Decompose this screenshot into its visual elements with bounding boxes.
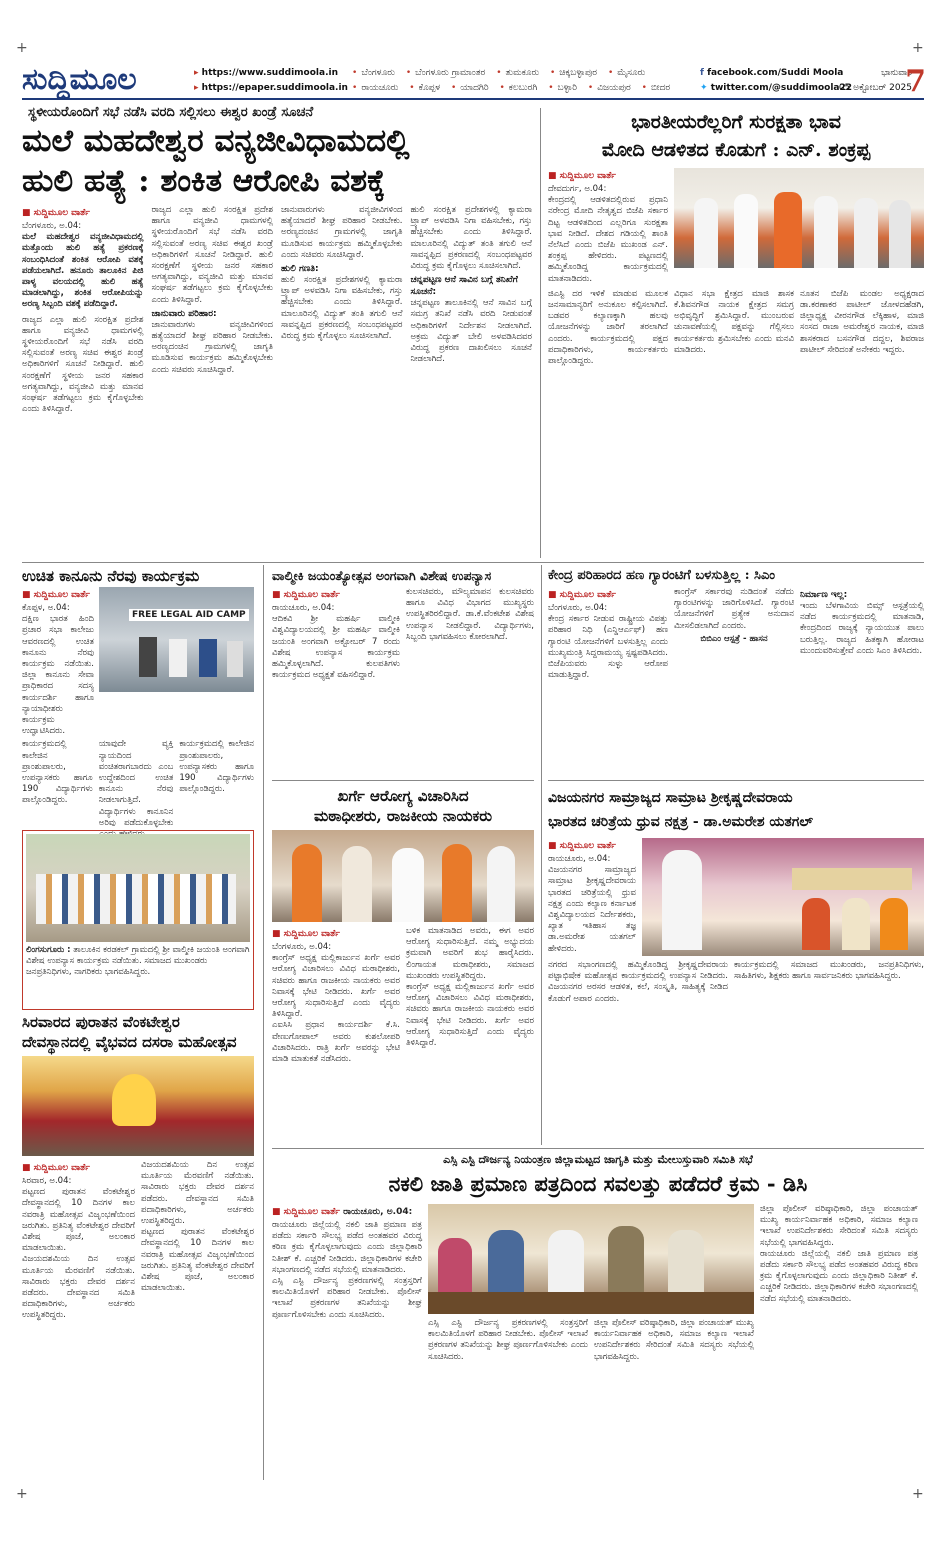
article-kicker: ಸ್ಥಳೀಯರೊಂದಿಗೆ ಸಭೆ ನಡೆಸಿ ವರದಿ ಸಲ್ಲಿಸಲು ಈಶ್ವರ ಖಂಡ್ರೆ ಸೂಚನೆ [28,105,314,120]
column-rule [541,565,542,1145]
city-edition: • ಬೀದರ [641,83,671,93]
article-headline: ಖರ್ಗೆ ಆರೋಗ್ಯ ವಿಚಾರಿಸಿದ [337,787,469,805]
dateline: ದೇವದುರ್ಗ, ಅ.04: [548,184,607,194]
city-edition: • ಮೈಸೂರು [607,68,646,78]
article-body: ಆದಿಕವಿ ಶ್ರೀ ಮಹರ್ಷಿ ವಾಲ್ಮೀಕಿ ವಿಶ್ವವಿದ್ಯಾಲಯದಲ್ಲಿ ಶ್ರೀ ಮಹರ್ಷಿ ವಾಲ್ಮೀಕಿ ಜಯಂತಿ ಅಂಗವಾಗಿ ಅಕ್ಟೋಬರ್ 7 ರಂದು ವಿಶೇಷ ಉಪನ್ಯಾಸ ಕಾರ್ಯಕ್ರಮ ಹಮ್ಮಿಕೊಳ್ಳಲಾಗಿದೆ. ಕುಲಪತಿಗಳು ಕಾರ್ಯಕ್ರಮದ ಅಧ್ಯಕ್ಷತೆ ವಹಿಸಲಿದ್ದಾರೆ. [272,614,400,681]
photo-credit: ಬಿಬಿಎಂ ಆಸ್ಪತ್ರೆ - ಹಾಸನ [700,633,768,644]
article-body: ಪಟ್ಟಣದ ಪುರಾತನ ವೆಂಕಟೇಶ್ವರ ದೇವಸ್ಥಾನದಲ್ಲಿ 10 ದಿನಗಳ ಕಾಲ ನವರಾತ್ರಿ ಮಹೋತ್ಸವ ವಿಜೃಂಭಣೆಯಿಂದ ಜರುಗಿತು. ಪ್ರತಿನಿತ್ಯ ವೆಂಕಟೇಶ್ವರ ದೇವರಿಗೆ ವಿಶೇಷ ಪೂಜೆ, ಅಲಂಕಾರ ಮಾಡಲಾಯಿತು. [22,1187,135,1254]
article-body: ಜಿಲ್ಲಾ ಪೊಲೀಸ್ ವರಿಷ್ಠಾಧಿಕಾರಿ, ಜಿಲ್ಲಾ ಪಂಚಾಯತ್ ಮುಖ್ಯ ಕಾರ್ಯನಿರ್ವಾಹಕ ಅಧಿಕಾರಿ, ಸಮಾಜ ಕಲ್ಯಾಣ ಇಲಾಖೆ ಉಪನಿರ್ದೇಶಕರು ಸೇರಿದಂತೆ ಸಮಿತಿ ಸದಸ್ಯರು ಸಭೆಯಲ್ಲಿ ಭಾಗವಹಿಸಿದ್ದರು. [760,1204,918,1248]
article-body: ರಾಯಚೂರು ಜಿಲ್ಲೆಯಲ್ಲಿ ನಕಲಿ ಜಾತಿ ಪ್ರಮಾಣ ಪತ್ರ ಪಡೆದು ಸರ್ಕಾರಿ ಸೌಲಭ್ಯ ಪಡೆದ ಅಂತಹವರ ವಿರುದ್ಧ ಕಠಿಣ ಕ್ರಮ ಕೈಗೊಳ್ಳಲಾಗುವುದು ಎಂದು ಜಿಲ್ಲಾಧಿಕಾರಿ ನಿತೀಶ್ ಕೆ. ಎಚ್ಚರಿಕೆ ನೀಡಿದರು. ಜಿಲ್ಲಾಧಿಕಾರಿಗಳ ಕಚೇರಿ ಸಭಾಂಗಣದಲ್ಲಿ ನಡೆದ ಸಭೆಯಲ್ಲಿ ಮಾತನಾಡಿದರು. [272,1220,422,1275]
article-body: ರಾಯಚೂರು ಜಿಲ್ಲೆಯಲ್ಲಿ ನಕಲಿ ಜಾತಿ ಪ್ರಮಾಣ ಪತ್ರ ಪಡೆದು ಸರ್ಕಾರಿ ಸೌಲಭ್ಯ ಪಡೆದ ಅಂತಹವರ ವಿರುದ್ಧ ಕಠಿಣ ಕ್ರಮ ಕೈಗೊಳ್ಳಲಾಗುವುದು ಎಂದು ಜಿಲ್ಲಾಧಿಕಾರಿ ನಿತೀಶ್ ಕೆ. ಎಚ್ಚರಿಕೆ ನೀಡಿದರು. ಜಿಲ್ಲಾಧಿಕಾರಿಗಳ ಕಚೇರಿ ಸಭಾಂಗಣದಲ್ಲಿ ನಡೆದ ಸಭೆಯಲ್ಲಿ ಮಾತನಾಡಿದರು. [760,1248,918,1304]
section-rule [272,780,534,781]
issue-date [817,66,912,96]
city-edition: • ಬೆಂಗಳೂರು ಗ್ರಾಮಾಂತರ [405,68,486,78]
article-kicker: ಎಸ್ಸಿ ಎಸ್ಟಿ ದೌರ್ಜನ್ಯ ನಿಯಂತ್ರಣ ಜಿಲ್ಲಾಮಟ್ಟದ ಜಾಗೃತಿ ಮತ್ತು ಮೇಲುಸ್ತುವಾರಿ ಸಮಿತಿ ಸಭೆ [443,1153,753,1166]
news-photo [99,587,254,692]
news-photo [26,834,250,942]
article-modi [548,108,924,558]
byline: ■ ಸುದ್ದಿಮೂಲ ವಾರ್ತೆ [548,841,616,851]
city-edition: • ಚಿಕ್ಕಬಳ್ಳಾಪುರ [549,68,598,78]
article-headline: ಮಠಾಧೀಶರು, ರಾಜಕೀಯ ನಾಯಕರು [314,807,492,825]
dateline: ಬೆಂಗಳೂರು, ಅ.04: [22,221,82,231]
article-body: ಎಸ್ಸಿ ಎಸ್ಟಿ ದೌರ್ಜನ್ಯ ಪ್ರಕರಣಗಳಲ್ಲಿ ಸಂತ್ರಸ್ತರಿಗೆ ಕಾಲಮಿತಿಯೊಳಗೆ ಪರಿಹಾರ ನೀಡಬೇಕು. ಪೊಲೀಸ್ ಇಲಾಖೆ ಪ್ರಕರಣಗಳ ತನಿಖೆಯನ್ನು ಶೀಘ್ರ ಪೂರ್ಣಗೊಳಿಸಬೇಕು ಎಂದು ಸೂಚಿಸಿದರು. [428,1318,588,1362]
section-rule [548,780,924,781]
article-body: ಎಐಸಿಸಿ ಪ್ರಧಾನ ಕಾರ್ಯದರ್ಶಿ ಕೆ.ಸಿ. ವೇಣುಗೋಪಾಲ್ ಅವರು ಕುಶಲೋಪರಿ ವಿಚಾರಿಸಿದರು. ರಾತ್ರಿ ಖರ್ಗೆ ಅವರನ್ನು ಭೇಟಿ ಮಾಡಿ ಮಾತುಕತೆ ನಡೆಸಿದರು. [272,1020,400,1065]
page-number: 7 [905,64,926,99]
article-body: ರಾಜ್ಯದ ಎಲ್ಲಾ ಹುಲಿ ಸಂರಕ್ಷಿತ ಪ್ರದೇಶ ಹಾಗೂ ವನ್ಯಜೀವಿ ಧಾಮಗಳಲ್ಲಿ ಸ್ಥಳೀಯರೊಂದಿಗೆ ಸಭೆ ನಡೆಸಿ ವರದಿ ಸಲ್ಲಿಸುವಂತೆ ಅರಣ್ಯ ಸಚಿವ ಈಶ್ವರ ಖಂಡ್ರೆ ಅಧಿಕಾರಿಗಳಿಗೆ ಸೂಚನೆ ನೀಡಿದ್ದಾರೆ. ಹುಲಿ ಸಂರಕ್ಷಣೆಗೆ ಸ್ಥಳೀಯ ಜನರ ಸಹಕಾರ ಅಗತ್ಯವಾಗಿದ್ದು, ವನ್ಯಜೀವಿ ಮತ್ತು ಮಾನವ ಸಂಘರ್ಷ ತಡೆಗಟ್ಟಲು ಕ್ರಮ ಕೈಗೊಳ್ಳಬೇಕು ಎಂದು ತಿಳಿಸಿದ್ದಾರೆ. [22,314,144,415]
section-rule [22,562,924,563]
article-headline: ಉಚಿತ ಕಾನೂನು ನೆರವು ಕಾರ್ಯಕ್ರಮ [22,567,200,585]
article-body: ಕಾಂಗ್ರೆಸ್ ಅಧ್ಯಕ್ಷ ಮಲ್ಲಿಕಾರ್ಜುನ ಖರ್ಗೆ ಅವರ ಆರೋಗ್ಯ ವಿಚಾರಿಸಲು ವಿವಿಧ ಮಠಾಧೀಶರು, ಸಚಿವರು ಹಾಗೂ ರಾಜಕೀಯ ನಾಯಕರು ಅವರ ನಿವಾಸಕ್ಕೆ ಭೇಟಿ ನೀಡಿದರು. ಖರ್ಗೆ ಅವರ ಆರೋಗ್ಯ ಸುಧಾರಿಸುತ್ತಿದೆ ಎಂದು ವೈದ್ಯರು ತಿಳಿಸಿದ್ದಾರೆ. [272,953,400,1020]
article-body: ಜಾನುವಾರುಗಳು ವನ್ಯಜೀವಿಗಳಿಂದ ಹತ್ಯೆಯಾದರೆ ಶೀಘ್ರ ಪರಿಹಾರ ನೀಡಬೇಕು. ಅರಣ್ಯದಂಚಿನ ಗ್ರಾಮಗಳಲ್ಲಿ ಜಾಗೃತಿ ಮೂಡಿಸುವ ಕಾರ್ಯಕ್ರಮ ಹಮ್ಮಿಕೊಳ್ಳಬೇಕು ಎಂದು ಸಚಿವರು ಸೂಚಿಸಿದ್ದಾರೆ. [151,319,273,375]
news-photo [272,830,534,922]
article-body: ಯಾವುದೇ ವ್ಯಕ್ತಿ ನ್ಯಾಯದಿಂದ ವಂಚಿತರಾಗಬಾರದು ಎಂಬ ಉದ್ದೇಶದಿಂದ ಉಚಿತ ಕಾನೂನು ನೆರವು ನೀಡಲಾಗುತ್ತಿದೆ. ವಿದ್ಯಾರ್ಥಿಗಳು ಕಾನೂನಿನ ಅರಿವು ಪಡೆದುಕೊಳ್ಳಬೇಕು [98,739,174,828]
city-edition: • ರಾಯಚೂರು [352,83,399,93]
article-headline: ಮಲೆ ಮಹದೇಶ್ವರ ವನ್ಯಜೀವಿಧಾಮದಲ್ಲಿ [22,123,410,159]
byline: ■ ಸುದ್ದಿಮೂಲ ವಾರ್ತೆ [22,208,90,218]
city-editions [352,66,692,96]
article-body: ಹುಲಿ ಸಂರಕ್ಷಿತ ಪ್ರದೇಶಗಳಲ್ಲಿ ಕ್ಯಾಮರಾ ಟ್ರ್ಯಾಪ್ ಅಳವಡಿಸಿ ನಿಗಾ ವಹಿಸಬೇಕು, ಗಸ್ತು ಹೆಚ್ಚಿಸಬೇಕು ಎಂದು ತಿಳಿಸಿದ್ದಾರೆ. ಮಾಲೂರಿನಲ್ಲಿ ವಿದ್ಯುತ್ ತಂತಿ ತಗುಲಿ ಆನೆ ಸಾವನ್ನಪ್ಪಿದ ಪ್ರಕರಣದಲ್ಲಿ ಸಂಬಂಧಪಟ್ಟವರ ವಿರುದ್ಧ ಕ್ರಮ ಕೈಗೊಳ್ಳಲು ಸೂಚಿಸಲಾಗಿದೆ. [410,205,532,272]
article-body: ನೂತನ ಬಿಜೆಪಿ ಮಂಡಲ ಅಧ್ಯಕ್ಷರಾದ ಡಾ.ಕರಣಾಕರ ಪಾಟೀಲ್ ಜೋಳದಹೆಡಗಿ, ಜಿಲ್ಲಾಧ್ಯಕ್ಷ ವೀರನಗೌಡ ಲೆಕ್ಕಿಹಾಳ, ಮಾಜಿ ಸಂಸದ ರಾಜಾ ಅಮರೇಶ್ವರ ನಾಯಕ, ಮಾಜಿ ಶಾಸಕರಾದ ಬಸನಗೌಡ ದದ್ದಲ, ಶಿವರಾಜ ಪಾಟೀಲ್ ಸೇರಿದಂತೆ ಅನೇಕರು ಇದ್ದರು. [800,288,924,355]
article-headline: ಭಾರತೀಯರೆಲ್ಲರಿಗೆ ಸುರಕ್ಷತಾ ಭಾವ [631,111,841,133]
article-subhead: ಜಾನುವಾರು ಪರಿಹಾರ: [151,308,217,319]
article-body: ಕೇಂದ್ರ ಸರ್ಕಾರ ನೀಡುವ ರಾಷ್ಟ್ರೀಯ ವಿಪತ್ತು ಪರಿಹಾರ ನಿಧಿ (ಎನ್ಡಿಆರ್ಎಫ್) ಹಣ ಗ್ಯಾರಂಟಿ ಯೋಜನೆಗಳಿಗೆ ಬಳಸುತ್ತಿಲ್ಲ ಎಂದು ಮುಖ್ಯಮಂತ್ರಿ ಸಿದ್ದರಾಮಯ್ಯ ಸ್ಪಷ್ಟಪಡಿಸಿದರು. ಬಿಜೆಪಿಯವರು ಸುಳ್ಳು ಆರೋಪ ಮಾಡುತ್ತಿದ್ದಾರೆ. [548,614,668,681]
article-headline: ವಾಲ್ಮೀಕಿ ಜಯಂತ್ಯೋತ್ಸವ ಅಂಗವಾಗಿ ವಿಶೇಷ ಉಪನ್ಯಾಸ [272,568,492,583]
byline: ■ ಸುದ್ದಿಮೂಲ ವಾರ್ತೆ [548,171,616,181]
article-body: ಎಸ್ಸಿ ಎಸ್ಟಿ ದೌರ್ಜನ್ಯ ಪ್ರಕರಣಗಳಲ್ಲಿ ಸಂತ್ರಸ್ತರಿಗೆ ಕಾಲಮಿತಿಯೊಳಗೆ ಪರಿಹಾರ ನೀಡಬೇಕು. ಪೊಲೀಸ್ ಇಲಾಖೆ ಪ್ರಕರಣಗಳ ತನಿಖೆಯನ್ನು ಶೀಘ್ರ ಪೂರ್ಣಗೊಳಿಸಬೇಕು ಎಂದು ಸೂಚಿಸಿದರು. [272,1276,422,1320]
facebook-link[interactable]: facebook.com/Suddi Moola [707,68,844,78]
article-body: ಬಳಿಕ ಮಾತನಾಡಿದ ಅವರು, ಈಗ ಅವರ ಆರೋಗ್ಯ ಸುಧಾರಿಸುತ್ತಿದೆ. ನಮ್ಮ ಅಭ್ಯುದಯ ಕ್ರಮವಾಗಿ ಅವರಿಗೆ ಶುಭ ಹಾರೈಸಿದರು. ಲಿಂಗಾಯತ ಮಠಾಧೀಶರು, ಸಮಾಜದ ಮುಖಂಡರು ಉಪಸ್ಥಿತರಿದ್ದರು. [406,926,534,981]
city-edition: • ಬೆಂಗಳೂರು [352,68,395,78]
dateline: ಕೊಪ್ಪಳ, ಅ.04: [22,603,70,613]
news-photo [642,838,924,956]
article-body: ವಿಜಯದಶಮಿಯ ದಿನ ಉತ್ಸವ ಮೂರ್ತಿಯ ಮೆರವಣಿಗೆ ನಡೆಯಿತು. ಸಾವಿರಾರು ಭಕ್ತರು ದೇವರ ದರ್ಶನ ಪಡೆದರು. ದೇವಸ್ಥಾನದ ಸಮಿತಿ ಪದಾಧಿಕಾರಿಗಳು, ಅರ್ಚಕರು ಉಪಸ್ಥಿತರಿದ್ದರು. [22,1254,135,1321]
article-body: ಇಂದು ಬೆಳಗಾವಿಯ ಬಿಮ್ಸ್ ಆಸ್ಪತ್ರೆಯಲ್ಲಿ ನಡೆದ ಕಾರ್ಯಕ್ರಮದಲ್ಲಿ ಮಾತನಾಡಿ, ಕೇಂದ್ರದಿಂದ ರಾಜ್ಯಕ್ಕೆ ನ್ಯಾಯಯುತ ಪಾಲು ಬರುತ್ತಿಲ್ಲ. ರಾಜ್ಯದ ಹಿತಕ್ಕಾಗಿ ಹೋರಾಟ ಮುಂದುವರಿಸುತ್ತೇವೆ ಎಂದು ಸಿಎಂ ತಿಳಿಸಿದರು. [800,601,924,656]
news-photo [22,1056,254,1156]
article-legal-aid [22,565,254,827]
article-kharge [272,786,534,1146]
website-link[interactable]: https://www.suddimoola.in [201,68,338,78]
dateline: ಸಿರವಾರ, ಅ.04: [22,1176,72,1186]
city-edition: • ಕೊಪ್ಪಳ [409,83,441,93]
article-headline: ಮೋದಿ ಆಡಳಿತದ ಕೊಡುಗೆ : ಎನ್. ಶಂಕ್ರಪ್ಪ [601,139,871,161]
article-body: ಕಾರ್ಯಕ್ರಮದಲ್ಲಿ ಕಾಲೇಜಿನ ಪ್ರಾಂಶುಪಾಲರು, ಉಪನ್ಯಾಸಕರು ಹಾಗೂ 190 ವಿದ್ಯಾರ್ಥಿಗಳು ಪಾಲ್ಗೊಂಡಿದ್ದರು. [179,739,254,795]
city-edition: • ವಿಜಯಪುರ [587,83,631,93]
article-subhead: ನಿರ್ಮಾಣ ಇಲ್ಲ: [800,590,848,600]
facebook-icon: f [700,68,704,78]
article-body: ಕುಲಸಚಿವರು, ಮೌಲ್ಯಮಾಪನ ಕುಲಸಚಿವರು ಹಾಗೂ ವಿವಿಧ ವಿಭಾಗದ ಮುಖ್ಯಸ್ಥರು ಉಪಸ್ಥಿತರಿರಲಿದ್ದಾರೆ. ಡಾ.ಕೆ.ವೆಂಕಟೇಶ ವಿಶೇಷ ಉಪನ್ಯಾಸ ನೀಡಲಿದ್ದಾರೆ. ವಿದ್ಯಾರ್ಥಿಗಳು, ಸಿಬ್ಬಂದಿ ಭಾಗವಹಿಸಲು ಕೋರಲಾಗಿದೆ. [406,587,534,642]
article-body: ಪಟ್ಟಣದ ಪುರಾತನ ವೆಂಕಟೇಶ್ವರ ದೇವಸ್ಥಾನದಲ್ಲಿ 10 ದಿನಗಳ ಕಾಲ ನವರಾತ್ರಿ ಮಹೋತ್ಸವ ವಿಜೃಂಭಣೆಯಿಂದ ಜರುಗಿತು. ಪ್ರತಿನಿತ್ಯ ವೆಂಕಟೇಶ್ವರ ದೇವರಿಗೆ ವಿಶೇಷ ಪೂಜೆ, ಅಲಂಕಾರ ಮಾಡಲಾಯಿತು. [141,1227,254,1294]
dateline: ರಾಯಚೂರು, ಅ.04: [272,603,335,613]
article-headline: ದೇವಸ್ಥಾನದಲ್ಲಿ ವೈಭವದ ದಸರಾ ಮಹೋತ್ಸವ [22,1033,237,1051]
city-edition: • ತುಮಕೂರು [496,68,540,78]
newspaper-logo: ಸುದ್ದಿಮೂಲ [22,62,137,97]
byline: ■ ಸುದ್ದಿಮೂಲ ವಾರ್ತೆ ರಾಯಚೂರು, ಅ.04: [272,1207,413,1217]
issue-date-text: 05 ಅಕ್ಟೋಬರ್ 2025 [838,83,912,93]
byline: ■ ಸುದ್ದಿಮೂಲ ವಾರ್ತೆ [548,590,616,600]
article-headline: ನಕಲಿ ಜಾತಿ ಪ್ರಮಾಣ ಪತ್ರದಿಂದ ಸವಲತ್ತು ಪಡೆದರೆ ಕ್ರಮ - ಡಿಸಿ [388,1171,808,1196]
dateline: ಬೆಂಗಳೂರು, ಅ.04: [548,603,608,613]
article-krishnadevaraya [548,786,924,1146]
article-headline: ಕೇಂದ್ರ ಪರಿಹಾರದ ಹಣ ಗ್ಯಾರಂಟಿಗೆ ಬಳಸುತ್ತಿಲ್ಲ : ಸಿಎಂ [548,568,776,583]
globe-icon: ▸ [194,68,199,78]
article-dasara [22,1012,254,1482]
article-subhead: ಚನ್ನಪಟ್ಟಣ ಆನೆ ಸಾವಿನ ಬಗ್ಗೆ ತನಿಖೆಗೆ ಸೂಚನೆ: [410,275,518,298]
twitter-icon: ✦ [700,83,708,93]
article-body: ರಾಜ್ಯದ ಎಲ್ಲಾ ಹುಲಿ ಸಂರಕ್ಷಿತ ಪ್ರದೇಶ ಹಾಗೂ ವನ್ಯಜೀವಿ ಧಾಮಗಳಲ್ಲಿ ಸ್ಥಳೀಯರೊಂದಿಗೆ ಸಭೆ ನಡೆಸಿ ವರದಿ ಸಲ್ಲಿಸುವಂತೆ ಅರಣ್ಯ ಸಚಿವ ಈಶ್ವರ ಖಂಡ್ರೆ ಅಧಿಕಾರಿಗಳಿಗೆ ಸೂಚನೆ ನೀಡಿದ್ದಾರೆ. ಹುಲಿ ಸಂರಕ್ಷಣೆಗೆ ಸ್ಥಳೀಯ ಜನರ ಸಹಕಾರ ಅಗತ್ಯವಾಗಿದ್ದು, ವನ್ಯಜೀವಿ ಮತ್ತು ಮಾನವ ಸಂಘರ್ಷ ತಡೆಗಟ್ಟಲು ಕ್ರಮ ಕೈಗೊಳ್ಳಬೇಕು ಎಂದು ತಿಳಿಸಿದ್ದಾರೆ. [151,205,273,305]
article-headline: ಸಿರವಾರದ ಪುರಾತನ ವೆಂಕಟೇಶ್ವರ [22,1013,180,1031]
article-subhead: ಹುಲಿ ಗಣತಿ: [281,264,319,275]
byline: ■ ಸುದ್ದಿಮೂಲ ವಾರ್ತೆ [272,590,340,600]
dateline: ರಾಯಚೂರು, ಅ.04: [548,854,611,864]
byline: ■ ಸುದ್ದಿಮೂಲ ವಾರ್ತೆ [22,1163,90,1173]
byline: ■ ಸುದ್ದಿಮೂಲ ವಾರ್ತೆ [22,590,90,600]
article-body: ಕೇಂದ್ರದಲ್ಲಿ ಆಡಳಿತದಲ್ಲಿರುವ ಪ್ರಧಾನಿ ನರೇಂದ್ರ ಮೋದಿ ನೇತೃತ್ವದ ಬಿಜೆಪಿ ಸರ್ಕಾರ ದಿಟ್ಟ ಆಡಳಿತದಿಂದ ಎಲ್ಲರಿಗೂ ಸುರಕ್ಷತಾ ಭಾವ ನೀಡಿದೆ. ದೇಶದ ಗಡಿಯಲ್ಲಿ ಶಾಂತಿ ನೆಲೆಸಿದೆ ಎಂದು ಬಿಜೆಪಿ ಮುಖಂಡ ಎನ್. ಶಂಕ್ರಪ್ಪ ಹೇಳಿದರು. ಪಟ್ಟಣದಲ್ಲಿ ಹಮ್ಮಿಕೊಂಡಿದ್ದ ಕಾರ್ಯಕ್ರಮದಲ್ಲಿ ಮಾತನಾಡಿದರು. [548,195,668,284]
city-edition: • ಕಲಬುರಗಿ [499,83,538,93]
article-body: ವಿಧಾನ ಸಭಾ ಕ್ಷೇತ್ರದ ಮಾಜಿ ಶಾಸಕ ಕೆ.ಶಿವನಗೌಡ ನಾಯಕ ಕ್ಷೇತ್ರದ ಸಮಗ್ರ ಅಭಿವೃದ್ಧಿಗೆ ಶ್ರಮಿಸಿದ್ದಾರೆ. ಮುಂಬರುವ ಚುನಾವಣೆಯಲ್ಲಿ ಪಕ್ಷವನ್ನು ಗೆಲ್ಲಿಸಲು ಕಾರ್ಯಕರ್ತರು ಶ್ರಮಿಸಬೇಕು ಎಂದು ಮನವಿ ಮಾಡಿದರು. [674,288,794,355]
column-rule [263,565,264,1480]
article-body: ಕಾರ್ಯಕ್ರಮದಲ್ಲಿ ಕಾಲೇಜಿನ ಪ್ರಾಂಶುಪಾಲರು, ಉಪನ್ಯಾಸಕರು ಹಾಗೂ 190 ವಿದ್ಯಾರ್ಥಿಗಳು ಪಾಲ್ಗೊಂಡಿದ್ದರು. [22,739,93,806]
section-rule [272,1148,924,1149]
registration-mark: + [912,40,924,56]
article-body: ಜಿಎಸ್ಟಿ ದರ ಇಳಿಕೆ ಮಾಡುವ ಮೂಲಕ ಜನಸಾಮಾನ್ಯರಿಗೆ ಅನುಕೂಲ ಕಲ್ಪಿಸಲಾಗಿದೆ. ಬಡವರ ಕಲ್ಯಾಣಕ್ಕಾಗಿ ಹಲವು ಯೋಜನೆಗಳನ್ನು ಜಾರಿಗೆ ತರಲಾಗಿದೆ ಎಂದರು. ಕಾರ್ಯಕ್ರಮದಲ್ಲಿ ಪಕ್ಷದ ಪದಾಧಿಕಾರಿಗಳು, ಕಾರ್ಯಕರ್ತರು ಪಾಲ್ಗೊಂಡಿದ್ದರು. [548,288,668,367]
news-photo [428,1204,754,1314]
article-headline: ಭಾರತದ ಚರಿತ್ರೆಯ ಧ್ರುವ ನಕ್ಷತ್ರ - ಡಾ.ಅಮರೇಶ ಯತಗಲ್ [548,814,813,830]
registration-mark: + [16,40,28,56]
article-body: ಹುಲಿ ಸಂರಕ್ಷಿತ ಪ್ರದೇಶಗಳಲ್ಲಿ ಕ್ಯಾಮರಾ ಟ್ರ್ಯಾಪ್ ಅಳವಡಿಸಿ ನಿಗಾ ವಹಿಸಬೇಕು, ಗಸ್ತು ಹೆಚ್ಚಿಸಬೇಕು ಎಂದು ತಿಳಿಸಿದ್ದಾರೆ. ಮಾಲೂರಿನಲ್ಲಿ ವಿದ್ಯುತ್ ತಂತಿ ತಗುಲಿ ಆನೆ ಸಾವನ್ನಪ್ಪಿದ ಪ್ರಕರಣದಲ್ಲಿ ಸಂಬಂಧಪಟ್ಟವರ ವಿರುದ್ಧ ಕ್ರಮ ಕೈಗೊಳ್ಳಲು ಸೂಚಿಸಲಾಗಿದೆ. [281,275,403,342]
city-edition: • ಯಾದಗಿರಿ [450,83,489,93]
globe-icon: ▸ [194,83,199,93]
article-guarantee [548,565,924,775]
article-body: ಜಾನುವಾರುಗಳು ವನ್ಯಜೀವಿಗಳಿಂದ ಹತ್ಯೆಯಾದರೆ ಶೀಘ್ರ ಪರಿಹಾರ ನೀಡಬೇಕು. ಅರಣ್ಯದಂಚಿನ ಗ್ರಾಮಗಳಲ್ಲಿ ಜಾಗೃತಿ ಮೂಡಿಸುವ ಕಾರ್ಯಕ್ರಮ ಹಮ್ಮಿಕೊಳ್ಳಬೇಕು ಎಂದು ಸಚಿವರು ಸೂಚಿಸಿದ್ದಾರೆ. [281,205,403,260]
article-body: ಕಾಂಗ್ರೆಸ್ ಅಧ್ಯಕ್ಷ ಮಲ್ಲಿಕಾರ್ಜುನ ಖರ್ಗೆ ಅವರ ಆರೋಗ್ಯ ವಿಚಾರಿಸಲು ವಿವಿಧ ಮಠಾಧೀಶರು, ಸಚಿವರು ಹಾಗೂ ರಾಜಕೀಯ ನಾಯಕರು ಅವರ ನಿವಾಸಕ್ಕೆ ಭೇಟಿ ನೀಡಿದರು. ಖರ್ಗೆ ಅವರ ಆರೋಗ್ಯ ಸುಧಾರಿಸುತ್ತಿದೆ ಎಂದು ವೈದ್ಯರು ತಿಳಿಸಿದ್ದಾರೆ. [406,982,534,1049]
registration-mark: + [912,1486,924,1502]
article-body: ಕಾರ್ಯಕ್ರಮದಲ್ಲಿ ಸಮಾಜದ ಮುಖಂಡರು, ಜನಪ್ರತಿನಿಧಿಗಳು, ಸಾಹಿತಿಗಳು, ಶಿಕ್ಷಕರು ಹಾಗೂ ಸಾರ್ವಜನಿಕರು ಭಾಗವಹಿಸಿದ್ದರು. [734,960,924,982]
article-headline: ವಿಜಯನಗರ ಸಾಮ್ರಾಜ್ಯದ ಸಾಮ್ರಾಟ ಶ್ರೀಕೃಷ್ಣದೇವರಾಯ [548,790,793,806]
article-body: ವಿಜಯದಶಮಿಯ ದಿನ ಉತ್ಸವ ಮೂರ್ತಿಯ ಮೆರವಣಿಗೆ ನಡೆಯಿತು. ಸಾವಿರಾರು ಭಕ್ತರು ದೇವರ ದರ್ಶನ ಪಡೆದರು. ದೇವಸ್ಥಾನದ ಸಮಿತಿ ಪದಾಧಿಕಾರಿಗಳು, ಅರ್ಚಕರು ಉಪಸ್ಥಿತರಿದ್ದರು. [141,1160,254,1227]
article-body: ಕಾಂಗ್ರೆಸ್ ಸರ್ಕಾರವು ನುಡಿದಂತೆ ನಡೆದು ಗ್ಯಾರಂಟಿಗಳನ್ನು ಜಾರಿಗೊಳಿಸಿದೆ. ಗ್ಯಾರಂಟಿ ಯೋಜನೆಗಳಿಗೆ ಪ್ರತ್ಯೇಕ ಅನುದಾನ ಮೀಸಲಿಡಲಾಗಿದೆ ಎಂದರು. [674,587,794,631]
issue-day: ಭಾನುವಾರ [881,68,912,78]
epaper-link[interactable]: https://epaper.suddimoola.in [201,83,348,93]
article-body: ದಕ್ಷಿಣ ಭಾರತ ಹಿಂದಿ ಪ್ರಚಾರ ಸಭಾ ಕಾಲೇಜು ಆವರಣದಲ್ಲಿ ಉಚಿತ ಕಾನೂನು ನೆರವು ಕಾರ್ಯಕ್ರಮ ನಡೆಯಿತು. ಜಿಲ್ಲಾ ಕಾನೂನು ಸೇವಾ ಪ್ರಾಧಿಕಾರದ ಸದಸ್ಯ ಕಾರ್ಯದರ್ಶಿ ಹಾಗೂ ನ್ಯಾಯಾಧೀಶರು ಕಾರ್ಯಕ್ರಮ ಉದ್ಘಾಟಿಸಿದರು. [22,614,94,737]
byline: ■ ಸುದ್ದಿಮೂಲ ವಾರ್ತೆ [272,929,340,939]
column-rule [540,108,541,558]
article-lead: ಮಲೆ ಮಹದೇಶ್ವರ ವನ್ಯಜೀವಿಧಾಮದಲ್ಲಿ ಮತ್ತೊಂದು ಹುಲಿ ಹತ್ಯೆ ಪ್ರಕರಣಕ್ಕೆ ಸಂಬಂಧಿಸಿದಂತೆ ಶಂಕಿತ ಆರೋಪಿ ವಶಕ್ಕೆ ಪಡೆಯಲಾಗಿದೆ. ಹನೂರು ತಾಲೂಕಿನ ಪಿಜಿ ಪಾಳ್ಯ ವಲಯದಲ್ಲಿ ಹುಲಿ ಹತ್ಯೆ ಮಾಡಲಾಗಿದ್ದು, ಶಂಕಿತ ಆರೋಪಿಯನ್ನು ಅರಣ್ಯ ಸಿಬ್ಬಂದಿ ವಶಕ್ಕೆ ಪಡೆದಿದ್ದಾರೆ. [22,232,144,310]
banner-text: FREE LEGAL AID CAMP [129,609,249,621]
registration-mark: + [16,1486,28,1502]
twitter-link[interactable]: twitter.com/@suddimoola22 [710,83,853,93]
article-caste-certificate [272,1152,924,1482]
masthead [22,62,924,100]
article-body: ನಗರದ ಸಭಾಂಗಣದಲ್ಲಿ ಹಮ್ಮಿಕೊಂಡಿದ್ದ ಶ್ರೀಕೃಷ್ಣದೇವರಾಯ ಪಟ್ಟಾಭಿಷೇಕ ಮಹೋತ್ಸವ ಕಾರ್ಯಕ್ರಮದಲ್ಲಿ ಉಪನ್ಯಾಸ ನೀಡಿದರು. ವಿಜಯನಗರ ಅರಸರ ಆಡಳಿತ, ಕಲೆ, ಸಂಸ್ಕೃತಿ, ಸಾಹಿತ್ಯಕ್ಕೆ ನೀಡಿದ ಕೊಡುಗೆ ಅಪಾರ ಎಂದರು. [548,960,728,1004]
article-tiger [22,105,532,560]
photo-caption: ಲಿಂಗಸುಗೂರು : ತಾಲೂಕಿನ ಕರಡಕಲ್ ಗ್ರಾಮದಲ್ಲಿ ಶ್ರೀ ವಾಲ್ಮೀಕಿ ಜಯಂತಿ ಅಂಗವಾಗಿ ವಿಶೇಷ ಉಪನ್ಯಾಸ ಕಾರ್ಯಕ್ರಮ ನಡೆಯಿತು. ಸಮಾಜದ ಮುಖಂಡರು ಜನಪ್ರತಿನಿಧಿಗಳು, ನಾಗರಿಕರು ಭಾಗವಹಿಸಿದ್ದರು. [26,945,250,977]
article-body: ಚನ್ನಪಟ್ಟಣ ತಾಲೂಕಿನಲ್ಲಿ ಆನೆ ಸಾವಿನ ಬಗ್ಗೆ ಸಮಗ್ರ ತನಿಖೆ ನಡೆಸಿ ವರದಿ ನೀಡುವಂತೆ ಅಧಿಕಾರಿಗಳಿಗೆ ನಿರ್ದೇಶನ ನೀಡಲಾಗಿದೆ. ಅಕ್ರಮ ವಿದ್ಯುತ್ ಬೇಲಿ ಅಳವಡಿಸಿದವರ ವಿರುದ್ಧ ಪ್ರಕರಣ ದಾಖಲಿಸಲು ಸೂಚನೆ ನೀಡಲಾಗಿದೆ. [410,298,532,365]
web-links [194,66,348,96]
news-photo [674,168,924,268]
city-edition: • ಬಳ್ಳಾರಿ [548,83,577,93]
dateline: ಬೆಂಗಳೂರು, ಅ.04: [272,942,332,952]
article-body: ಜಿಲ್ಲಾ ಪೊಲೀಸ್ ವರಿಷ್ಠಾಧಿಕಾರಿ, ಜಿಲ್ಲಾ ಪಂಚಾಯತ್ ಮುಖ್ಯ ಕಾರ್ಯನಿರ್ವಾಹಕ ಅಧಿಕಾರಿ, ಸಮಾಜ ಕಲ್ಯಾಣ ಇಲಾಖೆ ಉಪನಿರ್ದೇಶಕರು ಸೇರಿದಂತೆ ಸಮಿತಿ ಸದಸ್ಯರು ಸಭೆಯಲ್ಲಿ ಭಾಗವಹಿಸಿದ್ದರು. [594,1318,754,1362]
photo-news-lingasugur [22,830,254,1010]
article-valmiki [272,565,534,775]
article-body: ವಿಜಯನಗರ ಸಾಮ್ರಾಜ್ಯದ ಸಾಮ್ರಾಟ ಶ್ರೀಕೃಷ್ಣದೇವರಾಯ ಭಾರತದ ಚರಿತ್ರೆಯಲ್ಲಿ ಧ್ರುವ ನಕ್ಷತ್ರ ಎಂದು ಕಲ್ಯಾಣ ಕರ್ನಾಟಕ ವಿಶ್ವವಿದ್ಯಾಲಯದ ನಿರ್ದೇಶಕರು, ಖ್ಯಾತ ಇತಿಹಾಸ ತಜ್ಞ ಡಾ.ಅಮರೇಶ ಯತಗಲ್ ಹೇಳಿದರು. [548,865,636,954]
article-headline: ಹುಲಿ ಹತ್ಯೆ : ಶಂಕಿತ ಆರೋಪಿ ವಶಕ್ಕೆ [22,163,386,199]
